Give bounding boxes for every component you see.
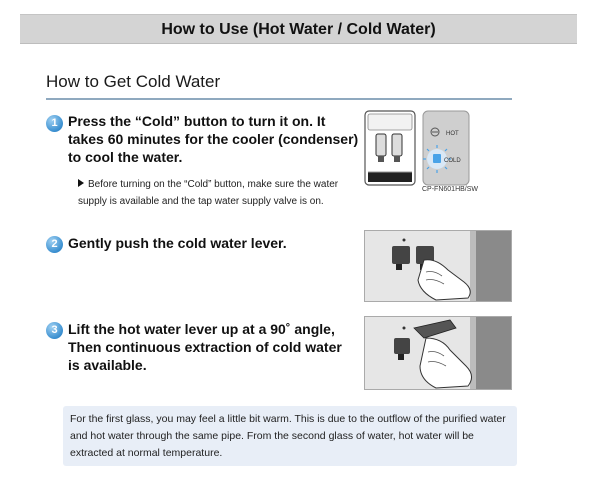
step-2-text: [68, 234, 358, 252]
step-1-line-1: Press the “Cold” button to turn it on. It: [68, 113, 326, 129]
step-3-line-1: Lift the hot water lever up at a 90˚ angle,: [68, 321, 335, 337]
model-number: CP-FN601HB/SW: [422, 186, 479, 193]
bullet-arrow-icon: [78, 179, 84, 187]
step-3-line-3: is available.: [68, 357, 147, 373]
step-2-badge: 2: [46, 236, 63, 253]
push-lever-illustration: [364, 230, 512, 302]
step-1-badge: 1: [46, 115, 63, 132]
step-3-line-2: Then continuous extraction of cold water: [68, 339, 342, 355]
info-note-box: For the first glass, you may feel a little bit warm. This is due to the outflow of the purified water and hot water through the same pipe. From the second glass of water, hot water will be extracted at normal temperature.: [63, 406, 517, 466]
step-1-note-text: Before turning on the “Cold” button, make sure the water supply is available and the tap water supply valve is on.: [78, 179, 339, 207]
page-header: How to Use (Hot Water / Cold Water): [20, 14, 577, 44]
section-title: How to Get Cold Water: [46, 72, 221, 91]
step-3-badge: 3: [46, 322, 63, 339]
control-panel-illustration: [422, 110, 470, 186]
step-1-line-2: takes 60 minutes for the cooler (condenser): [68, 131, 359, 147]
step-1-line-3: to cool the water.: [68, 149, 183, 165]
step-1-note: [78, 176, 350, 210]
hot-button-label: HOT: [446, 131, 459, 137]
section-divider: [46, 98, 512, 100]
dispenser-taps-illustration: [364, 110, 416, 186]
lift-lever-illustration: [364, 316, 512, 390]
step-1-text: [68, 112, 368, 166]
step-3-text: [68, 320, 368, 374]
cold-button-label: COLD: [444, 158, 461, 164]
step-2-line-1: Gently push the cold water lever.: [68, 235, 287, 251]
